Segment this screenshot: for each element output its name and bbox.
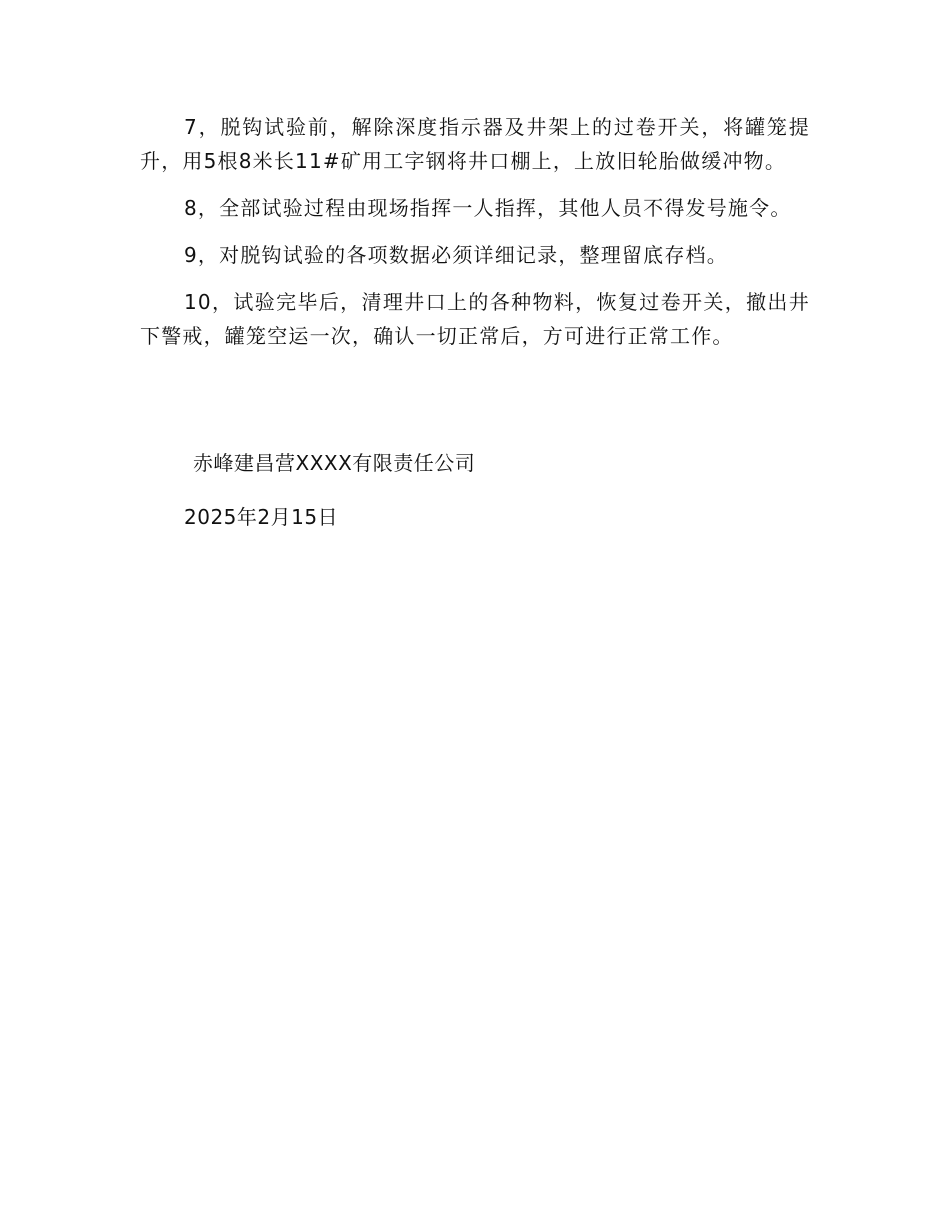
paragraph-item-9: 9，对脱钩试验的各项数据必须详细记录，整理留底存档。 bbox=[184, 243, 728, 267]
paragraph-item-7: 7，脱钩试验前，解除深度指示器及井架上的过卷开关，将罐笼提升，用5根8米长11#矿用工字钢将井口棚上，上放旧轮胎做缓冲物。 bbox=[140, 115, 810, 173]
document-date: 2025年2月15日 bbox=[184, 505, 339, 529]
paragraph-item-8: 8，全部试验过程由现场指挥一人指挥，其他人员不得发号施令。 bbox=[184, 196, 792, 220]
document-body bbox=[140, 110, 810, 366]
company-name: 赤峰建昌营XXXX有限责任公司 bbox=[193, 451, 476, 475]
paragraph-item-10: 10，试验完毕后，清理井口上的各种物料，恢复过卷开关，撤出井下警戒，罐笼空运一次，确认一切正常后，方可进行正常工作。 bbox=[140, 290, 810, 348]
